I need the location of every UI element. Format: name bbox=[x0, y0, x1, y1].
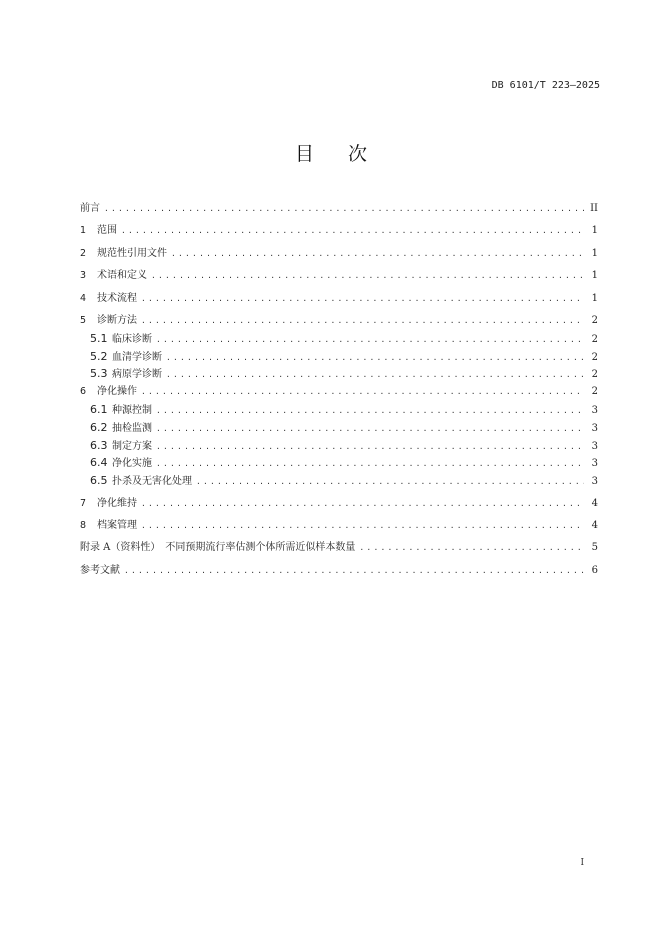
toc-entry-number: 8 bbox=[80, 519, 87, 531]
toc-leader-dots bbox=[151, 267, 584, 285]
toc-entry-references[interactable] bbox=[80, 562, 598, 580]
toc-entry-label: 制定方案 bbox=[112, 440, 152, 452]
toc-leader-dots bbox=[166, 366, 584, 384]
toc-entry-label: 参考文献 bbox=[80, 564, 120, 576]
toc-entry-page: 1 bbox=[591, 247, 598, 259]
toc-entry-etiological-diagnosis[interactable] bbox=[80, 365, 598, 383]
toc-entry-page: 4 bbox=[591, 497, 598, 509]
toc-entry-serological-diagnosis[interactable] bbox=[80, 348, 598, 366]
toc-entry-label: 种源控制 bbox=[112, 404, 152, 416]
toc-entry-label: 附录 A（资料性） 不同预期流行率估测个体所需近似样本数量 bbox=[80, 542, 356, 554]
toc-entry-number: 4 bbox=[80, 292, 87, 304]
toc-entry-number: 6 bbox=[80, 386, 87, 398]
toc-entry-label: 前言 bbox=[80, 203, 100, 214]
toc-entry-number: 5 bbox=[80, 314, 87, 326]
toc-entry-purification-maintenance[interactable] bbox=[80, 495, 598, 513]
toc-entry-source-control[interactable] bbox=[80, 401, 598, 419]
toc-entry-page: 2 bbox=[591, 333, 598, 345]
toc-entry-label: 血清学诊断 bbox=[112, 351, 162, 363]
toc-entry-number: 6.3 bbox=[90, 438, 108, 452]
toc-entry-number: 1 bbox=[80, 225, 87, 237]
toc-entry-label: 诊断方法 bbox=[97, 314, 137, 326]
toc-entry-number: 6.4 bbox=[90, 456, 108, 470]
toc-entry-page: 3 bbox=[591, 440, 598, 452]
toc-entry-page: 4 bbox=[591, 519, 598, 531]
toc-leader-dots bbox=[359, 539, 584, 557]
toc-entry-number: 2 bbox=[80, 247, 87, 259]
toc-entry-number: 5.3 bbox=[90, 367, 108, 381]
toc-entry-number: 6.5 bbox=[90, 474, 108, 488]
page-title: 目次 bbox=[294, 143, 401, 165]
toc-entry-clinical-diagnosis[interactable] bbox=[80, 330, 598, 348]
toc-entry-page: 2 bbox=[591, 369, 598, 381]
toc-leader-dots bbox=[121, 222, 584, 240]
toc-entry-appendix-a[interactable] bbox=[80, 539, 598, 557]
toc-entry-label: 技术流程 bbox=[97, 292, 137, 304]
toc-entry-label: 规范性引用文件 bbox=[97, 247, 167, 259]
toc-entry-label: 扑杀及无害化处理 bbox=[112, 476, 192, 488]
toc-entry-page: 2 bbox=[591, 386, 598, 398]
toc-entry-scope[interactable] bbox=[80, 222, 598, 240]
toc-leader-dots bbox=[156, 455, 584, 473]
toc-entry-label: 范围 bbox=[97, 225, 117, 237]
toc-entry-page: 1 bbox=[591, 270, 598, 282]
toc-entry-number: 5.2 bbox=[90, 349, 108, 363]
footer-page-number: I bbox=[580, 858, 584, 868]
toc-entry-page: 3 bbox=[591, 422, 598, 434]
toc-entry-technical-process[interactable] bbox=[80, 290, 598, 308]
toc-entry-page: 3 bbox=[591, 476, 598, 488]
toc-leader-dots bbox=[156, 331, 584, 349]
toc-entry-label: 临床诊断 bbox=[112, 333, 152, 345]
toc-entry-page: 5 bbox=[591, 542, 598, 554]
toc-entry-terms-definitions[interactable] bbox=[80, 267, 598, 285]
toc-entry-label: 净化实施 bbox=[112, 458, 152, 470]
toc-entry-purification-implementation[interactable] bbox=[80, 454, 598, 472]
toc-leader-dots bbox=[196, 473, 584, 491]
toc-entry-page: 3 bbox=[591, 458, 598, 470]
toc-entry-foreword[interactable] bbox=[80, 200, 598, 218]
toc-leader-dots bbox=[104, 200, 584, 218]
toc-leader-dots bbox=[141, 383, 584, 401]
toc-entry-page: 2 bbox=[591, 314, 598, 326]
toc-entry-page: 2 bbox=[591, 351, 598, 363]
toc-entry-page: 6 bbox=[591, 564, 598, 576]
toc-entry-label: 病原学诊断 bbox=[112, 369, 162, 381]
toc-entry-number: 3 bbox=[80, 270, 87, 282]
toc-leader-dots bbox=[156, 420, 584, 438]
toc-entry-number: 5.1 bbox=[90, 331, 108, 345]
toc-entry-page: 3 bbox=[591, 404, 598, 416]
toc-entry-page: 1 bbox=[591, 292, 598, 304]
toc-leader-dots bbox=[156, 402, 584, 420]
toc-leader-dots bbox=[141, 517, 584, 535]
toc-leader-dots bbox=[166, 349, 584, 367]
toc-entry-number: 7 bbox=[80, 497, 87, 509]
toc-entry-normative-references[interactable] bbox=[80, 245, 598, 263]
toc-entry-label: 档案管理 bbox=[97, 519, 137, 531]
toc-leader-dots bbox=[171, 245, 584, 263]
toc-entry-records-management[interactable] bbox=[80, 517, 598, 535]
toc-leader-dots bbox=[141, 312, 584, 330]
document-code: DB 6101/T 223—2025 bbox=[491, 80, 600, 91]
toc-entry-purification-operations[interactable] bbox=[80, 383, 598, 401]
toc-entry-label: 术语和定义 bbox=[97, 270, 147, 282]
toc-leader-dots bbox=[156, 438, 584, 456]
toc-leader-dots bbox=[141, 290, 584, 308]
toc-entry-page: 1 bbox=[591, 225, 598, 237]
toc-entry-label: 净化操作 bbox=[97, 386, 137, 398]
toc-entry-sampling-monitoring[interactable] bbox=[80, 419, 598, 437]
toc-leader-dots bbox=[124, 562, 584, 580]
toc-entry-culling-disposal[interactable] bbox=[80, 472, 598, 490]
toc-entry-diagnostic-methods[interactable] bbox=[80, 312, 598, 330]
toc-entry-number: 6.2 bbox=[90, 420, 108, 434]
toc-leader-dots bbox=[141, 495, 584, 513]
table-of-contents bbox=[80, 200, 598, 579]
toc-entry-label: 净化维持 bbox=[97, 497, 137, 509]
toc-entry-label: 抽检监测 bbox=[112, 422, 152, 434]
toc-entry-number: 6.1 bbox=[90, 402, 108, 416]
toc-entry-page: II bbox=[590, 203, 598, 214]
toc-entry-plan-formulation[interactable] bbox=[80, 437, 598, 455]
